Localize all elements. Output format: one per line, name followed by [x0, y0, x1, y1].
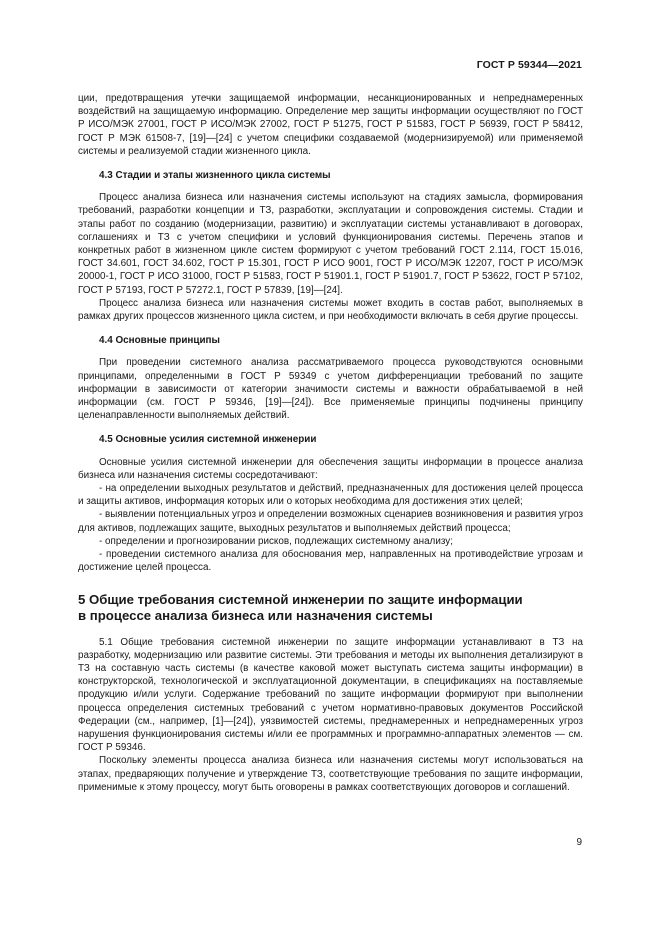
section-4-5-lead: Основные усилия системной инженерии для обеспечения защиты информации в процессе анализа бизнеса или назначения системы сосредотачивают: — [78, 456, 583, 481]
list-item: - на определении выходных результатов и действий, предназначенных для достижения целей процесса и защиты активов, информация которых или о которых необходима для достижения этих целей; — [78, 483, 583, 508]
intro-paragraph: ции, предотвращения утечки защищаемой информации, несанкционированных и непреднамеренных воздействий на защищаемую информацию. Определение мер защиты информации осуществляют по ГОСТ Р ИСО/МЭК 27001, ГОСТ Р ИСО/МЭК 27002, ГОСТ Р 51275, ГОСТ Р 51583, ГОСТ Р 56939, ГОСТ Р 58412, ГОСТ Р МЭК 61508-7, [19]—[24] с учетом специфики создаваемой (модернизируемой) или применяемой системы и реализуемой стадии жизненного цикла. — [78, 93, 583, 157]
section-5-heading — [78, 592, 583, 625]
page-number: 9 — [576, 836, 582, 848]
section-4-3-heading: 4.3 Стадии и этапы жизненного цикла системы — [99, 170, 331, 182]
page-content — [78, 92, 583, 794]
section-5-paragraph-2: Поскольку элементы процесса анализа бизнеса или назначения системы могут использоваться на этапах, предваряющих получение и утверждение ТЗ, соответствующие требования по защите информации, применимые к этому процессу, могут быть оговорены в рамках соответствующих договоров и соглашений. — [78, 755, 583, 793]
section-4-4-paragraph-1: При проведении системного анализа рассматриваемого процесса руководствуются основными принципами, определенными в ГОСТ Р 59349 с учетом дифференциации требований по защите информации в зависимости от категории значимости системы и важности обрабатываемой в ней информации (см. ГОСТ Р 59346, [19]—[24]). Все применяемые принципы подчинены принципу целенаправленности выполняемых действий. — [78, 357, 583, 422]
section-4-3-paragraph-2: Процесс анализа бизнеса или назначения системы может входить в состав работ, выполняемых в рамках других процессов жизненного цикла систем, и при необходимости включать в себя другие процессы. — [78, 297, 583, 323]
section-4-3-paragraph-1: Процесс анализа бизнеса или назначения системы используют на стадиях замысла, формирования требований, разработки концепции и ТЗ, разработки, эксплуатации и сопровождения системы. Стадии и этапы работ по созданию (модернизации, развитию) и эксплуатации системы устанавливают в договорах, соглашениях и ТЗ с учетом специфики и условий функционирования системы. Перечень этапов и конкретных работ в жизненном цикле систем формируют с учетом требований ГОСТ 2.114, ГОСТ 15.016, ГОСТ 34.601, ГОСТ 34.602, ГОСТ Р 15.301, ГОСТ Р ИСО 9001, ГОСТ Р ИСО/МЭК 12207, ГОСТ Р ИСО/МЭК 20000-1, ГОСТ Р ИСО 31000, ГОСТ Р 51583, ГОСТ Р 51901.1, ГОСТ Р 51901.7, ГОСТ Р 53622, ГОСТ Р 57102, ГОСТ Р 57193, ГОСТ Р 57272.1, ГОСТ Р 57839, [19]—[24]. — [78, 192, 583, 296]
section-4-5-heading: 4.5 Основные усилия системной инженерии — [99, 434, 317, 446]
section-5-heading-line-1: 5 Общие требования системной инженерии по защите информации — [78, 591, 523, 607]
section-5-paragraph-1: 5.1 Общие требования системной инженерии по защите информации устанавливают в ТЗ на разработку, модернизацию или развитие системы. Эти требования и методы их выполнения детализируют в ТЗ на составную часть системы (в качестве каковой может выступать система защиты информации) в конструкторской, технологической и эксплуатационной документации, в спецификациях на поставляемые продукцию и/или услуги. Содержание требований по защите информации формируют при выполнении процесса определения системных требований с учетом нормативно-правовых документов Российской Федерации (см., например, [1]—[24]), уязвимостей системы, преднамеренных и непреднамеренных угроз нарушения функционирования системы и/или ее программных и программно-аппаратных элементов — см. ГОСТ Р 59346. — [78, 636, 583, 754]
section-5-heading-line-2: в процессе анализа бизнеса или назначения системы — [78, 608, 433, 623]
list-item: - выявлении потенциальных угроз и определении возможных сценариев возникновения и развития угроз для активов, подлежащих защите, выходных результатов и выполняемых действий процесса; — [78, 509, 583, 534]
standard-header: ГОСТ Р 59344—2021 — [476, 59, 582, 71]
list-item: - определении и прогнозировании рисков, подлежащих системному анализу; — [99, 535, 453, 547]
section-4-4-heading: 4.4 Основные принципы — [99, 335, 220, 347]
list-item: - проведении системного анализа для обоснования мер, направленных на противодействие угрозам и достижение целей процесса. — [78, 549, 583, 574]
